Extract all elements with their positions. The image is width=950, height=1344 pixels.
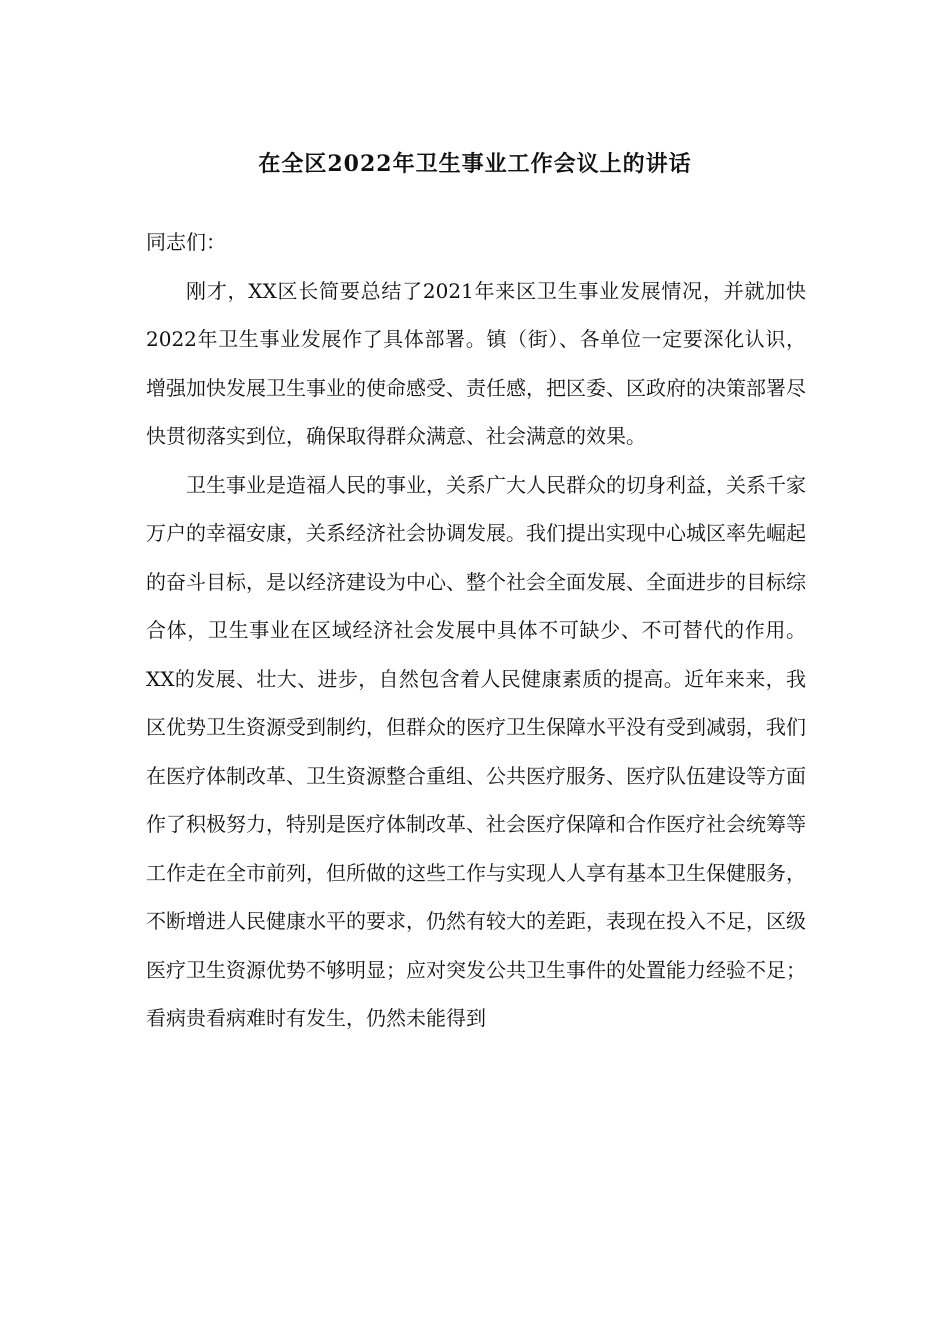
salutation: 同志们：	[146, 230, 226, 254]
document-title: 在全区2022年卫生事业工作会议上的讲话	[258, 151, 692, 177]
paragraph-1: 刚才，XX区长简要总结了2021年来区卫生事业发展情况，并就加快2022年卫生事业发展作了具体部署。镇（街）、各单位一定要深化认识，增强加快发展卫生事业的使命感受、责任感，把区委、区政府的决策部署尽快贯彻落实到位，确保取得群众满意、社会满意的效果。	[146, 278, 806, 448]
paragraph-2: 卫生事业是造福人民的事业，关系广大人民群众的切身利益，关系千家万户的幸福安康，关系经济社会协调发展。我们提出实现中心城区率先崛起的奋斗目标，是以经济建设为中心、整个社会全面发展、全面进步的目标综合体，卫生事业在区域经济社会发展中具体不可缺少、不可替代的作用。XX的发展、壮大、进步，自然包含着人民健康素质的提高。近年来来，我区优势卫生资源受到制约，但群众的医疗卫生保障水平没有受到减弱，我们在医疗体制改革、卫生资源整合重组、公共医疗服务、医疗队伍建设等方面作了积极努力，特别是医疗体制改革、社会医疗保障和合作医疗社会统筹等工作走在全市前列，但所做的这些工作与实现人人享有基本卫生保健服务，不断增进人民健康水平的要求，仍然有较大的差距，表现在投入不足，区级医疗卫生资源优势不够明显；应对突发公共卫生事件的处置能力经验不足；看病贵看病难时有发生，仍然未能得到	[146, 472, 806, 1030]
document-body	[146, 218, 806, 1043]
